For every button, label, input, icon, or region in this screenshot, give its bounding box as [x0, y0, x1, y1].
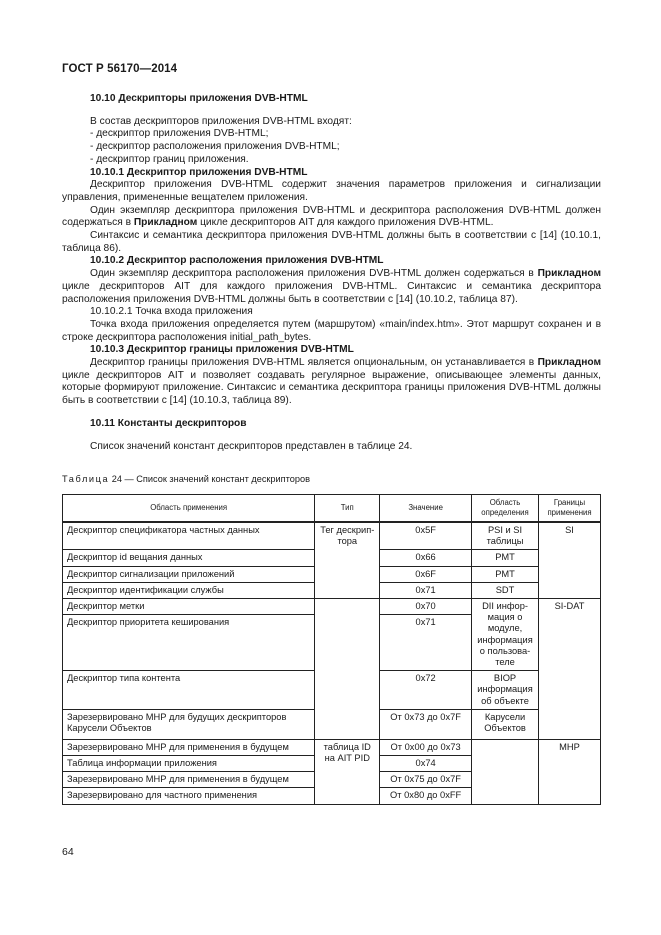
cell-value: 0x71: [380, 615, 472, 671]
cell-value: 0x6F: [380, 566, 472, 582]
cell-domain: BIOP информация об объекте: [472, 671, 539, 710]
paragraph: [62, 268, 601, 306]
section-10-10-3-title: 10.10.3 Дескриптор границы приложения DVB-HTML: [90, 344, 354, 356]
cell-value: 0x5F: [380, 522, 472, 550]
table-row: [63, 522, 601, 550]
caption-label: Таблица: [62, 474, 110, 484]
paragraph: [62, 205, 601, 230]
col-header-type: Тип: [315, 495, 380, 523]
caption-text: 24 — Список значений констант дескрипторов: [109, 474, 310, 484]
paragraph: Список значений констант дескрипторов представлен в таблице 24.: [90, 440, 413, 452]
cell-scope: Дескриптор сигнализации приложений: [63, 566, 315, 582]
cell-value: 0x70: [380, 599, 472, 615]
subsection-10-10-2-1-title: 10.10.2.1 Точка входа приложения: [90, 306, 253, 318]
cell-domain-empty: [472, 739, 539, 804]
text-run: цикле дескрипторов AIT и позволяет создавать регулярное выражение, описывающее элементы данных, которые формируют приложение. Синтаксис и семантика дескриптора границы приложения DVB-HTML должны быть в соответствии с [14] (10.10.3, таблица 89).: [62, 369, 601, 407]
paragraph: Точка входа приложения определяется путем (маршрутом) «main/index.htm». Этот маршрут сохранен и в строке дескриптора расположения initial_path_bytes.: [62, 318, 601, 343]
cell-scope: Дескриптор id вещания данных: [63, 550, 315, 566]
cell-scope: Дескриптор метки: [63, 599, 315, 615]
cell-scope: Дескриптор приоритета кеширования: [63, 615, 315, 671]
text-run: цикле дескрипторов AIT для каждого приложения DVB-HTML.: [197, 217, 494, 229]
paragraph: Дескриптор приложения DVB-HTML содержит значения параметров приложения и сигнализации управления, примененные вещателем приложения.: [62, 179, 601, 203]
table-row: [63, 599, 601, 615]
body-text: [62, 93, 601, 453]
list-item: - дескриптор приложения DVB-HTML;: [90, 128, 269, 140]
text-run: цикле дескрипторов AIT для каждого приложения DVB-HTML. Синтаксис и семантика дескриптора расположения приложения DVB-HTML должны быть в соответствии с [14] (10.10.2, таблица 87).: [62, 280, 601, 305]
cell-value: От 0x73 до 0x7F: [380, 709, 472, 739]
bold-term: Прикладном: [537, 357, 601, 369]
document-header: ГОСТ Р 56170—2014: [62, 63, 178, 75]
cell-value: От 0x75 до 0x7F: [380, 772, 472, 788]
cell-scope: Дескриптор идентификации службы: [63, 582, 315, 598]
section-10-11-title: 10.11 Константы дескрипторов: [90, 417, 247, 429]
cell-scope: Зарезервировано для частного применения: [63, 788, 315, 804]
section-10-10-intro: В состав дескрипторов приложения DVB-HTML входят:: [90, 115, 352, 127]
cell-value: 0x72: [380, 671, 472, 710]
col-header-scope: Область применения: [63, 495, 315, 523]
section-10-10-2-title: 10.10.2 Дескриптор расположения приложения DVB-HTML: [90, 255, 384, 267]
paragraph: Синтаксис и семантика дескриптора приложения DVB-HTML должны быть в соответствии с [14] (10.10.1, таблица 86).: [62, 230, 601, 254]
cell-value: 0x74: [380, 756, 472, 772]
cell-value: 0x71: [380, 582, 472, 598]
cell-domain: PMT: [472, 550, 539, 566]
text-run: Один экземпляр дескриптора расположения приложения DVB-HTML должен содержаться в: [90, 268, 538, 280]
section-10-10-title: 10.10 Дескрипторы приложения DVB-HTML: [90, 93, 308, 104]
list-item: - дескриптор расположения приложения DVB-HTML;: [90, 141, 340, 153]
cell-value: От 0x00 до 0x73: [380, 739, 472, 755]
cell-domain: PMT: [472, 566, 539, 582]
cell-scope: Зарезервировано МНР для применения в будущем: [63, 772, 315, 788]
col-header-domain: Область определения: [472, 495, 539, 523]
list-item: - дескриптор границ приложения.: [90, 153, 249, 165]
paragraph: [62, 357, 601, 408]
table-row: [63, 739, 601, 755]
cell-type-empty: [315, 599, 380, 740]
descriptor-constants-table: [62, 494, 601, 805]
cell-bounds-mhp: МНР: [539, 739, 601, 804]
cell-type-descriptor-tag: Тег дескрип-тора: [315, 522, 380, 599]
cell-scope: Зарезервировано МНР для будущих дескрипторов Карусели Объектов: [63, 709, 315, 739]
cell-domain-dii: DII инфор-мация о модуле, информация о пользова-теле: [472, 599, 539, 671]
col-header-value: Значение: [380, 495, 472, 523]
table-caption: [62, 474, 310, 484]
cell-type-pid: таблица ID на AIT PID: [315, 739, 380, 804]
cell-domain: PSI и SI таблицы: [472, 522, 539, 550]
text-run: Дескриптор границы приложения DVB-HTML является опциональным, он устанавливается в: [90, 357, 538, 369]
cell-bounds-si: SI: [539, 522, 601, 599]
page-number: 64: [62, 846, 74, 858]
section-10-10-1-title: 10.10.1 Дескриптор приложения DVB-HTML: [90, 166, 308, 178]
col-header-bounds: Границы применения: [539, 495, 601, 523]
cell-value: От 0x80 до 0xFF: [380, 788, 472, 804]
bold-term: Прикладном: [537, 268, 601, 280]
cell-value: 0x66: [380, 550, 472, 566]
cell-scope: Таблица информации приложения: [63, 756, 315, 772]
cell-scope: Дескриптор спецификатора частных данных: [63, 522, 315, 550]
table-header-row: [63, 495, 601, 523]
cell-scope: Зарезервировано МНР для применения в будущем: [63, 739, 315, 755]
bold-term: Прикладном: [133, 217, 198, 229]
cell-domain: SDT: [472, 582, 539, 598]
cell-bounds-sidat: SI-DAT: [539, 599, 601, 740]
text-run: Один экземпляр дескриптора приложения DVB-HTML и дескриптора расположения DVB-HTML должен содержаться в: [62, 204, 601, 229]
cell-domain: Карусели Объектов: [472, 709, 539, 739]
cell-scope: Дескриптор типа контента: [63, 671, 315, 710]
